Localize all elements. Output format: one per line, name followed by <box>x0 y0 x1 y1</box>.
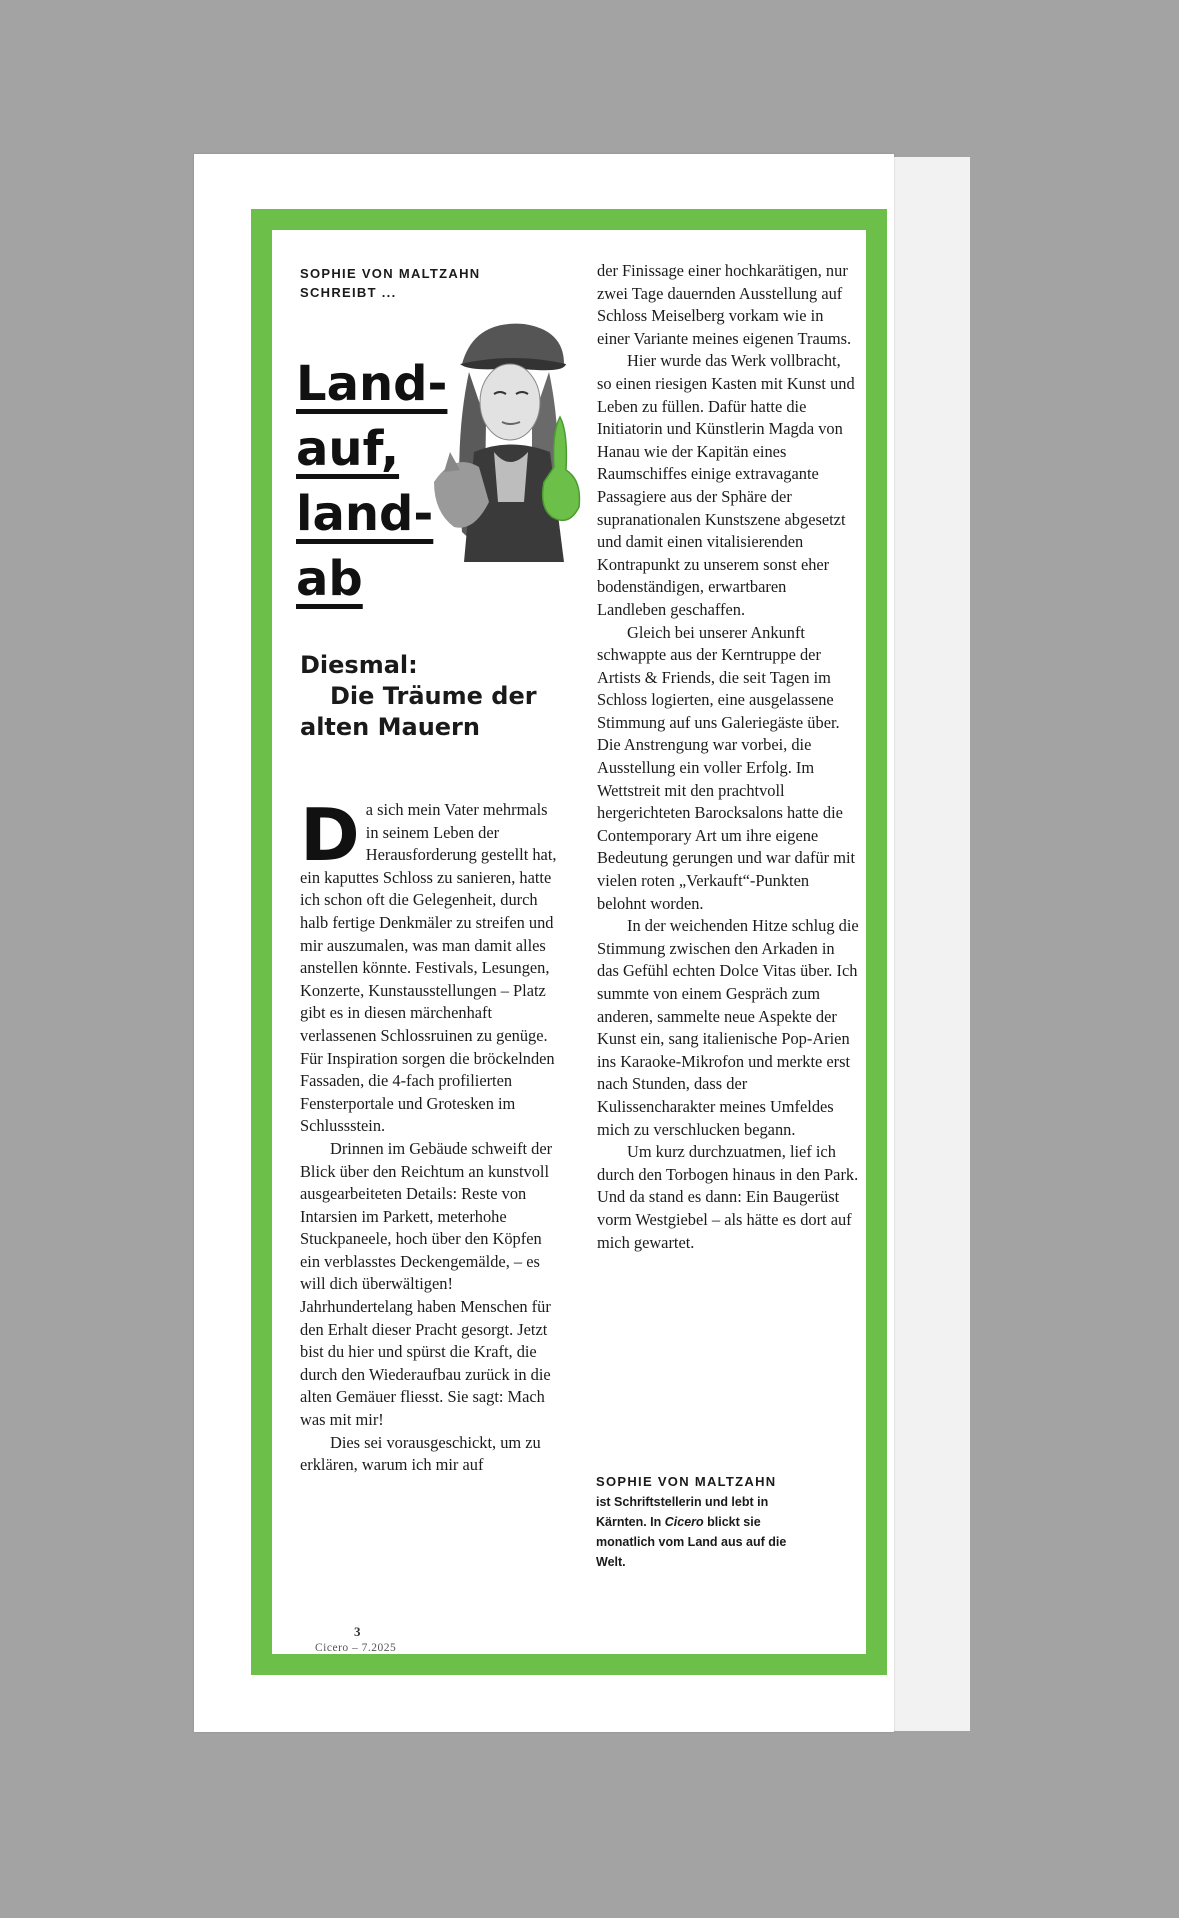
bio-name: SOPHIE VON MALTZAHN <box>596 1474 777 1489</box>
article-column-left <box>300 793 560 1477</box>
author-kicker <box>300 264 530 302</box>
paragraph-1-text: a sich mein Vater mehrmals in seinem Leben der Herausforderung gestellt hat, ein kaputtes Schloss zu sanieren, hatte ich schon oft die Gelegenheit, durch halb fertige Denkmäler zu streifen und mir auszumalen, was man damit alles anstellen könnte. Festivals, Lesungen, Konzerte, Kunstausstellungen – Platz gibt es in diesen märchenhaft verlassenen Schlossruinen zu genüge. Für Inspiration sorgen die bröckelnden Fassaden, die 4-fach profilierten Fensterportale und Grotesken im Schlussstein. <box>300 800 557 1136</box>
bio-text-after: blickt sie monatlich vom Land aus auf die Welt. <box>596 1515 787 1569</box>
author-portrait-illustration <box>414 302 604 572</box>
paragraph-5: Hier wurde das Werk vollbracht, so einen riesigen Kasten mit Kunst und Leben zu füllen. Dafür hatte die Initiatorin und Künstlerin Magda von Hanau wie der Kapitän eines Raumschiffes einige extravagante Passagiere aus der Sphäre der supranationalen Kunstszene abgesetzt und damit einen vitalisierenden Kontrapunkt zu unserem sonst eher bodenständigen, erwartbaren Landleben geschaffen. <box>597 351 855 619</box>
subtitle-line-2: Die Träume der <box>330 682 537 710</box>
kicker-line-2: SCHREIBT ... <box>300 285 397 300</box>
magazine-page <box>194 154 894 1732</box>
paragraph-4: der Finissage einer hochkarätigen, nur zwei Tage dauernden Ausstellung auf Schloss Meiselberg vorkam wie in einer Variante meines eigenen Traums. <box>597 261 852 348</box>
article-column-right <box>597 260 859 1254</box>
issue-footer: Cicero – 7.2025 <box>315 1642 397 1654</box>
paragraph-7: In der weichenden Hitze schlug die Stimmung zwischen den Arkaden in das Gefühl echten Dolce Vitas über. Ich summte von einem Gespräch zum anderen, sammelte neue Aspekte der Kunst ein, sang italienische Pop-Arien ins Karaoke-Mikrofon und merkte erst nach Stunden, dass der Kulissencharakter meines Umfeldes mich zu verschlucken begann. <box>597 916 859 1139</box>
page-number: 3 <box>354 1624 361 1639</box>
bio-publication: Cicero <box>664 1515 704 1529</box>
subtitle-line-3: alten Mauern <box>300 713 480 741</box>
title-line-3: land- <box>296 486 434 542</box>
article-subtitle <box>300 650 560 743</box>
bio-text-before: ist Schriftstellerin und lebt in Kärnten. In <box>596 1495 769 1529</box>
kicker-line-1: SOPHIE VON MALTZAHN <box>300 266 481 281</box>
paragraph-3: Dies sei vorausgeschickt, um zu erklären, warum ich mir auf <box>300 1432 541 1475</box>
paragraph-1 <box>300 793 560 1138</box>
title-line-4: ab <box>296 551 363 607</box>
author-bio <box>596 1472 806 1572</box>
paragraph-2: Drinnen im Gebäude schweift der Blick über den Reichtum an kunstvoll ausgearbeiteten Details: Reste von Intarsien im Parkett, meterhohe Stuckpaneele, hoch über den Köpfen ein verblasstes Deckengemälde, – es will dich überwältigen! Jahrhundertelang haben Menschen für den Erhalt dieser Pracht gesorgt. Jetzt bist du hier und spürst die Kraft, die durch den Wiederaufbau zurück in die alten Gemäuer fliesst. Sie sagt: Mach was mit mir! <box>300 1138 553 1430</box>
title-line-1: Land- <box>296 356 448 412</box>
subtitle-line-1: Diesmal: <box>300 651 418 679</box>
title-line-2: auf, <box>296 421 400 477</box>
paragraph-8: Um kurz durchzuatmen, lief ich durch den Torbogen hinaus in den Park. Und da stand es dann: Ein Baugerüst vorm Westgiebel – als hätte es dort auf mich gewartet. <box>597 1142 859 1252</box>
drop-cap: D <box>300 793 360 877</box>
paragraph-6: Gleich bei unserer Ankunft schwappte aus der Kerntruppe der Artists & Friends, die seit Tagen im Schloss logierten, eine ausgelassene Stimmung auf uns Galeriegäste über. Die Anstrengung war vorbei, die Ausstellung ein voller Erfolg. Im Wettstreit mit den prachtvoll hergerichteten Barocksalons hatte die Contemporary Art um ihre eigene Bedeutung gerungen und war dafür mit vielen roten „Verkauft“-Punkten belohnt worden. <box>597 622 856 913</box>
